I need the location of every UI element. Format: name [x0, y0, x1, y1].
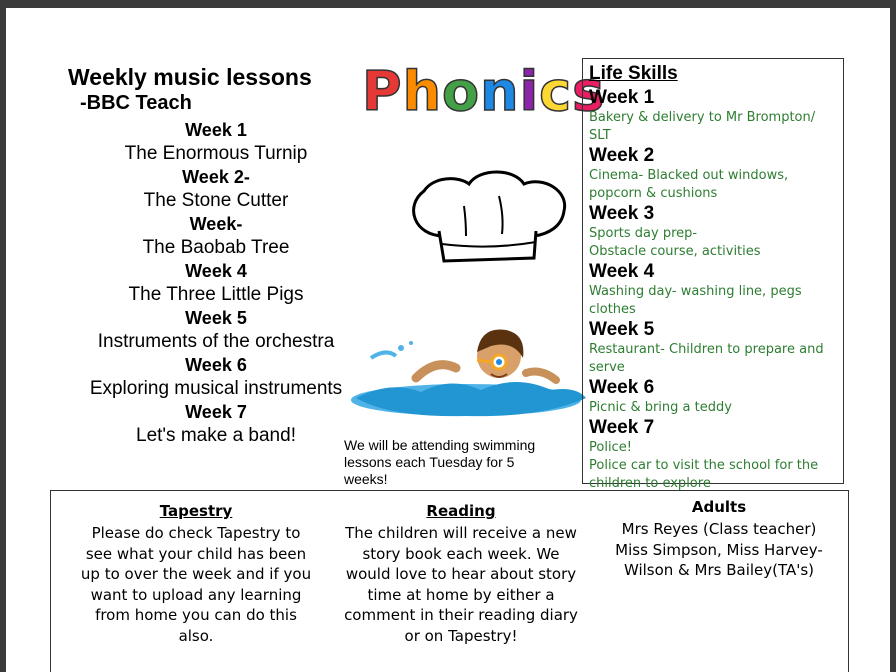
life-skills-activity: children to explore	[589, 476, 711, 491]
phonics-letter: i	[519, 60, 540, 123]
music-week-label: Week 1	[185, 120, 247, 140]
life-skills-week-label: Week 4	[589, 261, 655, 282]
reading-line: would love to hear about story	[345, 565, 577, 583]
phonics-letter: o	[442, 60, 481, 123]
reading-line: or on Tapestry!	[404, 626, 518, 645]
life-skills-week-label: Week 3	[589, 203, 655, 224]
music-title: Weekly music lessons	[68, 64, 312, 90]
music-lesson-name: Let's make a band!	[136, 425, 296, 446]
music-lesson-name: The Stone Cutter	[143, 190, 289, 211]
life-skills-activity: Police!	[589, 440, 632, 455]
reading-line: time at home by either a	[367, 585, 555, 604]
life-skills-week-label: Week 1	[589, 87, 655, 108]
phonics-letter: P	[362, 60, 403, 123]
life-skills-week-label: Week 6	[589, 377, 655, 398]
music-lesson-name: The Three Little Pigs	[128, 284, 304, 305]
phonics-letter: h	[402, 60, 443, 123]
life-skills-activity: Bakery & delivery to Mr Brompton/ SLT	[589, 110, 816, 143]
life-skills-week-label: Week 2	[589, 145, 655, 166]
life-skills-week-list	[589, 87, 837, 493]
life-skills-activity: clothes	[589, 302, 636, 317]
newsletter-page	[6, 8, 890, 672]
phonics-letter: n	[480, 60, 520, 123]
reading-text	[341, 523, 581, 646]
reading-line: comment in their reading diary	[344, 606, 578, 624]
tapestry-line: want to upload any learning	[90, 585, 302, 604]
music-week-label: Week 7	[185, 402, 247, 422]
life-skills-week-label: Week 7	[589, 417, 655, 438]
music-week-label: Week 2-	[182, 167, 250, 187]
tapestry-line: Please do check Tapestry to	[91, 524, 301, 542]
life-skills-activity: Cinema- Blacked out windows,	[589, 168, 789, 183]
life-skills-activity: popcorn & cushions	[589, 186, 718, 201]
reading-line: The children will receive a new	[345, 524, 577, 542]
music-lesson-name: The Enormous Turnip	[124, 143, 308, 164]
adults-column	[604, 497, 834, 581]
life-skills-week-label: Week 5	[589, 319, 655, 340]
life-skills-activity: Restaurant- Children to prepare and	[589, 342, 824, 357]
chef-hat-icon	[404, 166, 574, 266]
adults-line: Mrs Reyes (Class teacher)	[621, 520, 817, 538]
music-week-label: Week-	[189, 214, 243, 234]
life-skills-activity: Obstacle course, activities	[589, 244, 761, 259]
tapestry-text	[71, 523, 321, 646]
reading-title: Reading	[426, 502, 496, 520]
phonics-title	[362, 60, 605, 123]
phonics-letter: s	[572, 60, 606, 123]
life-skills-activity: Washing day- washing line, pegs	[589, 284, 802, 299]
music-week-list	[66, 118, 366, 447]
reading-column	[341, 501, 581, 646]
tapestry-column	[71, 501, 321, 646]
adults-line: Miss Simpson, Miss Harvey-	[615, 540, 823, 559]
info-box	[50, 490, 849, 672]
music-week-label: Week 4	[185, 261, 247, 281]
life-skills-title: Life Skills	[589, 63, 678, 84]
music-lesson-name: The Baobab Tree	[142, 237, 290, 258]
tapestry-title: Tapestry	[159, 502, 233, 520]
adults-title: Adults	[691, 498, 747, 516]
tapestry-line: from home you can do this	[95, 606, 297, 624]
swimmer-icon	[341, 318, 591, 428]
adults-text	[604, 519, 834, 581]
music-lesson-name: Instruments of the orchestra	[97, 331, 335, 352]
life-skills-box	[582, 58, 844, 491]
music-week-label: Week 6	[185, 355, 247, 375]
swimming-note: We will be attending swimming lessons each Tuesday for 5 weeks!	[344, 437, 536, 487]
tapestry-line: up to over the week and if you	[80, 565, 312, 583]
tapestry-line: also.	[178, 626, 214, 645]
music-week-label: Week 5	[185, 308, 247, 328]
phonics-letter: c	[539, 60, 573, 123]
life-skills-activity: Police car to visit the school for the	[589, 458, 819, 473]
life-skills-activity: serve	[589, 360, 625, 375]
tapestry-line: see what your child has been	[85, 544, 307, 563]
music-subtitle: -BBC Teach	[80, 92, 192, 114]
life-skills-activity: Picnic & bring a teddy	[589, 400, 732, 415]
life-skills-activity: Sports day prep-	[589, 226, 698, 241]
music-lesson-name: Exploring musical instruments	[89, 378, 343, 399]
adults-line: Wilson & Mrs Bailey(TA's)	[623, 561, 815, 579]
reading-line: story book each week. We	[362, 544, 560, 563]
